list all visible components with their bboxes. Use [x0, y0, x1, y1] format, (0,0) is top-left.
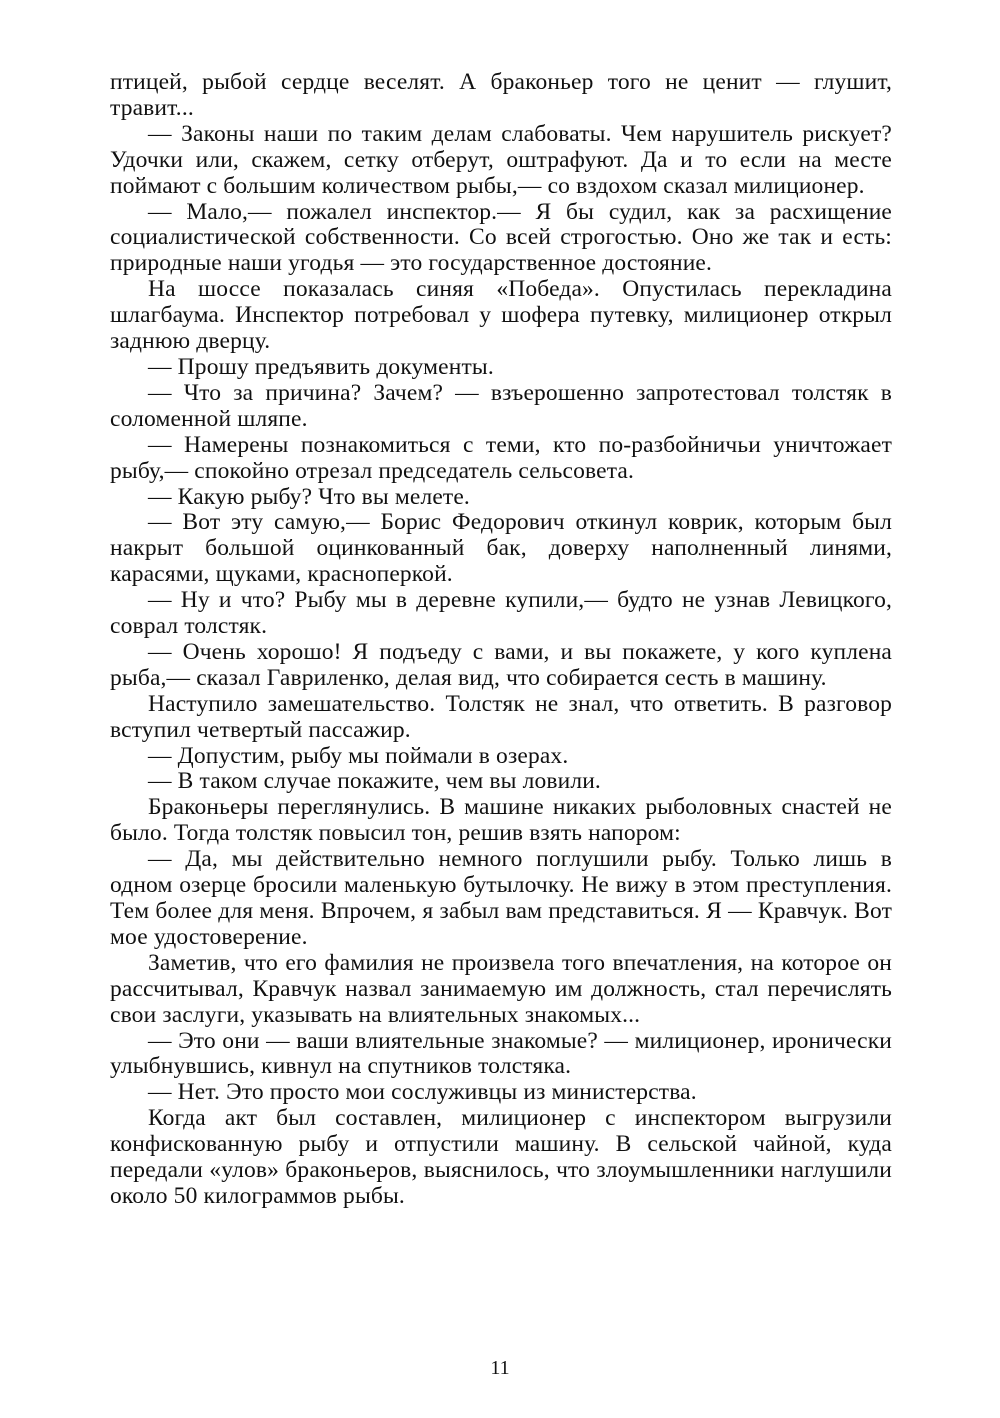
paragraph-8: — Какую рыбу? Что вы мелете.: [148, 483, 470, 510]
paragraph-6: — Что за причина? Зачем? — взъерошенно запротестовал толстяк в соломенной шляпе.: [110, 379, 892, 432]
paragraph-17: Заметив, что его фамилия не произвела того впечатления, на которое он рассчитывал, Кравчук назвал занимаемую им должность, стал перечислять свои заслуги, указывать на влиятельных знакомых...: [110, 949, 892, 1028]
paragraph-13: — Допустим, рыбу мы поймали в озерах.: [148, 742, 569, 769]
paragraph-7: — Намерены познакомиться с теми, кто по-разбойничьи уничтожает рыбу,— спокойно отрезал председатель сельсовета.: [110, 431, 892, 484]
paragraph-20: Когда акт был составлен, милиционер с инспектором выгрузили конфискованную рыбу и отпустили машину. В сельской чайной, куда передали «улов» браконьеров, выяснилось, что злоумышленники наглушили около 50 килограммов рыбы.: [110, 1105, 892, 1209]
page-body: [110, 70, 892, 1210]
paragraph-1: птицей, рыбой сердце веселят. А браконьер того не ценит — глушит, травит...: [110, 69, 892, 121]
paragraph-5: — Прошу предъявить документы.: [148, 353, 494, 380]
paragraph-14: — В таком случае покажите, чем вы ловили.: [148, 768, 601, 795]
paragraph-4: На шоссе показалась синяя «Победа». Опустилась перекладина шлагбаума. Инспектор потребовал у шофера путевку, милиционер открыл заднюю дверцу.: [110, 276, 892, 355]
paragraph-19: — Нет. Это просто мои сослуживцы из министерства.: [148, 1079, 697, 1106]
paragraph-15: Браконьеры переглянулись. В машине никаких рыболовных снастей не было. Тогда толстяк повысил тон, решив взять напором:: [110, 794, 892, 847]
paragraph-12: Наступило замешательство. Толстяк не знал, что ответить. В разговор вступил четвертый пассажир.: [110, 690, 892, 743]
paragraph-10: — Ну и что? Рыбу мы в деревне купили,— будто не узнав Левицкого, соврал толстяк.: [110, 587, 892, 640]
paragraph-2: — Законы наши по таким делам слабоваты. Чем нарушитель рискует? Удочки или, скажем, сетку отберут, оштрафуют. Да и то если на месте поймают с большим количеством рыбы,— со вздохом сказал милиционер.: [110, 120, 892, 199]
paragraph-11: — Очень хорошо! Я подъеду с вами, и вы покажете, у кого куплена рыба,— сказал Гавриленко, делая вид, что собирается сесть в машину.: [110, 638, 892, 691]
paragraph-18: — Это они — ваши влиятельные знакомые? — милиционер, иронически улыбнувшись, кивнул на спутников толстяка.: [110, 1027, 892, 1080]
page-number: 11: [490, 1357, 510, 1379]
paragraph-16: — Да, мы действительно немного поглушили рыбу. Только лишь в одном озерце бросили маленькую бутылочку. Не вижу в этом преступления. Тем более для меня. Впрочем, я забыл вам представиться. Я — Кравчук. Вот мое удостоверение.: [110, 846, 892, 950]
paragraph-9: — Вот эту самую,— Борис Федорович откинул коврик, которым был накрыт большой оцинкованный бак, доверху наполненный линями, карасями, щуками, красноперкой.: [110, 509, 892, 588]
paragraph-3: — Мало,— пожалел инспектор.— Я бы судил, как за расхищение социалистической собственности. Со всей строгостью. Оно же так и есть: природные наши угодья — это государственное достояние.: [110, 198, 892, 277]
